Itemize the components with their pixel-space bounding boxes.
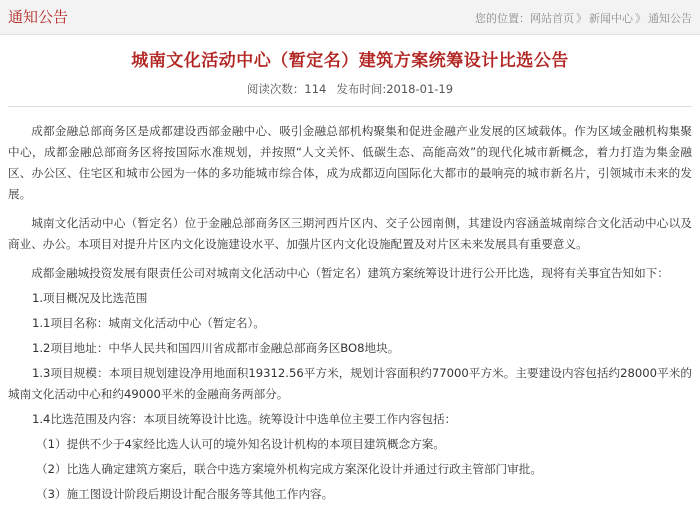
section-title: 通知公告 — [8, 8, 69, 26]
breadcrumb-link-news[interactable]: 新闻中心 — [589, 12, 633, 25]
section-item: 1.3项目规模：本项目规划建设净用地面积19312.56平方米，规划计容面积约77000平方米。主要建设内容包括约28000平米的城南文化活动中心和约49000平米的金融商务两部分。 — [8, 366, 692, 401]
publish-date: 2018-01-19 — [386, 82, 454, 96]
breadcrumb-separator: 》 — [635, 12, 646, 25]
section-item: 1.1项目名称：城南文化活动中心（暂定名）。 — [32, 316, 265, 330]
date-label: 发布时间: — [336, 82, 387, 96]
divider — [8, 106, 692, 107]
scope-item: （2）比选人确定建筑方案后，联合中选方案境外机构完成方案深化设计并通过行政主管部门审批。 — [36, 462, 542, 476]
body-paragraph: 成都金融总部商务区是成都建设西部金融中心、吸引金融总部机构聚集和促进金融产业发展的区域载体。作为区域金融机构集聚中心，成都金融总部商务区将按国际水准规划，并按照“人文关怀、低碳生态、高能高效”的现代化城市新概念，着力打造为集金融区、办公区、住宅区和城市公园为一体的多功能城市综合体，成为成都迈向国际化大都市的最响亮的城市新名片，引领城市未来的发展。 — [8, 124, 692, 201]
section-heading: 1.项目概况及比选范围 — [32, 291, 148, 305]
breadcrumb — [475, 10, 692, 26]
section-header — [0, 0, 700, 35]
section-item: 1.2项目地址：中华人民共和国四川省成都市金融总部商务区BO8地块。 — [32, 341, 400, 355]
breadcrumb-separator: 》 — [576, 12, 587, 25]
breadcrumb-link-home[interactable]: 网站首页 — [530, 12, 574, 25]
views-count: 114 — [304, 82, 327, 96]
body-paragraph: 成都金融城投资发展有限责任公司对城南文化活动中心（暂定名）建筑方案统筹设计进行公开比选，现将有关事宜告知如下： — [31, 266, 669, 280]
section-item: 1.4比选范围及内容：本项目统筹设计比选。统筹设计中选单位主要工作内容包括： — [32, 412, 457, 426]
article-title: 城南文化活动中心（暂定名）建筑方案统筹设计比选公告 — [131, 51, 569, 71]
body-paragraph: 城南文化活动中心（暂定名）位于金融总部商务区三期河西片区内、交子公园南侧，其建设内容涵盖城南综合文化活动中心以及商业、办公。本项目对提升片区内文化设施建设水平、加强片区内文化设施配置及对片区未来发展具有重要意义。 — [8, 216, 692, 251]
breadcrumb-link-notices[interactable]: 通知公告 — [648, 12, 692, 25]
scope-item: （3）施工图设计阶段后期设计配合服务等其他工作内容。 — [36, 487, 334, 501]
article-meta — [0, 81, 700, 97]
scope-item: （1）提供不少于4家经比选人认可的境外知名设计机构的本项目建筑概念方案。 — [36, 437, 445, 451]
article-body — [8, 121, 692, 509]
views-label: 阅读次数： — [246, 82, 305, 96]
breadcrumb-prefix: 您的位置： — [475, 12, 530, 25]
